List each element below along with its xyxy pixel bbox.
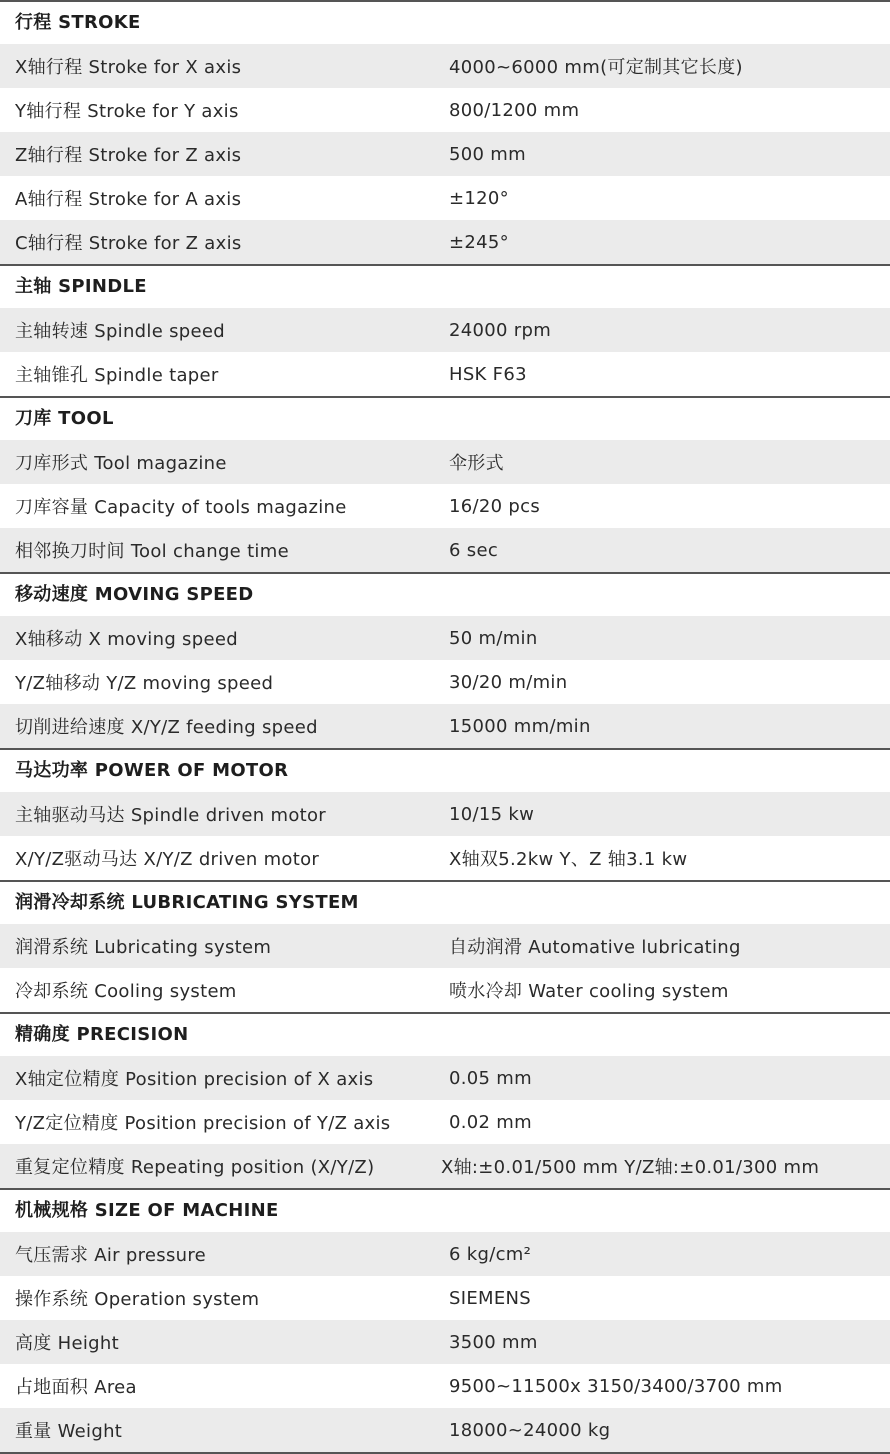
section-title: 润滑冷却系统 LUBRICATING SYSTEM — [0, 882, 890, 924]
table-row — [0, 440, 890, 484]
table-row — [0, 836, 890, 880]
spec-value: 18000~24000 kg — [449, 1419, 611, 1441]
table-row — [0, 660, 890, 704]
section-title: 行程 STROKE — [0, 2, 890, 44]
spec-label: 主轴驱动马达 Spindle driven motor — [15, 805, 327, 826]
table-row — [0, 924, 890, 968]
table-row — [0, 792, 890, 836]
spec-label: 相邻换刀时间 Tool change time — [15, 541, 289, 562]
section-title: 精确度 PRECISION — [0, 1014, 890, 1056]
table-row — [0, 1056, 890, 1100]
table-row — [0, 528, 890, 572]
spec-label: 主轴锥孔 Spindle taper — [15, 365, 219, 386]
section-stroke — [0, 2, 890, 266]
spec-label: X轴移动 X moving speed — [15, 629, 238, 650]
spec-value: X轴双5.2kw Y、Z 轴3.1 kw — [449, 849, 688, 870]
spec-label: C轴行程 Stroke for Z axis — [15, 233, 242, 254]
spec-label: 占地面积 Area — [15, 1377, 137, 1398]
table-row — [0, 352, 890, 396]
spec-value: 0.05 mm — [449, 1067, 532, 1089]
spec-label: 高度 Height — [15, 1333, 119, 1354]
spec-label: 冷却系统 Cooling system — [15, 981, 237, 1002]
spec-value: 3500 mm — [449, 1331, 538, 1353]
table-row — [0, 1408, 890, 1452]
section-title: 刀库 TOOL — [0, 398, 890, 440]
spec-value: SIEMENS — [449, 1287, 532, 1309]
spec-label: 主轴转速 Spindle speed — [15, 321, 225, 342]
spec-value: 24000 rpm — [449, 319, 552, 341]
table-row — [0, 1232, 890, 1276]
spec-value: 6 kg/cm² — [449, 1243, 532, 1265]
table-row — [0, 1320, 890, 1364]
spec-value: 16/20 pcs — [449, 495, 540, 517]
spec-label: 重复定位精度 Repeating position (X/Y/Z) — [15, 1157, 375, 1178]
table-row — [0, 1364, 890, 1408]
spec-value: 15000 mm/min — [449, 715, 591, 737]
table-row — [0, 616, 890, 660]
spec-label: X/Y/Z驱动马达 X/Y/Z driven motor — [15, 849, 320, 870]
section-precision — [0, 1014, 890, 1190]
spec-value: ±245° — [449, 231, 509, 253]
spec-label: Z轴行程 Stroke for Z axis — [15, 145, 242, 166]
spec-value: X轴:±0.01/500 mm Y/Z轴:±0.01/300 mm — [441, 1157, 820, 1178]
spec-label: A轴行程 Stroke for A axis — [15, 189, 242, 210]
table-row — [0, 704, 890, 748]
spec-value: 4000~6000 mm(可定制其它长度) — [449, 57, 743, 78]
table-row — [0, 132, 890, 176]
spec-value: 50 m/min — [449, 627, 538, 649]
table-row — [0, 484, 890, 528]
table-row — [0, 1276, 890, 1320]
spec-value: 喷水冷却 Water cooling system — [449, 981, 729, 1002]
spec-label: 气压需求 Air pressure — [15, 1245, 207, 1266]
section-moving-speed — [0, 574, 890, 750]
spec-value: 0.02 mm — [449, 1111, 532, 1133]
spec-value: ±120° — [449, 187, 509, 209]
spec-value: 9500~11500x 3150/3400/3700 mm — [449, 1375, 783, 1397]
spec-label: X轴定位精度 Position precision of X axis — [15, 1069, 374, 1090]
table-row — [0, 220, 890, 264]
table-row — [0, 44, 890, 88]
spec-label: Y轴行程 Stroke for Y axis — [15, 101, 239, 122]
section-power-of-motor — [0, 750, 890, 882]
spec-label: 重量 Weight — [15, 1421, 123, 1442]
table-row — [0, 176, 890, 220]
spec-label: 刀库容量 Capacity of tools magazine — [15, 497, 347, 518]
spec-value: 6 sec — [449, 539, 499, 561]
spec-value: HSK F63 — [449, 363, 527, 385]
spec-value: 伞形式 — [449, 453, 504, 474]
table-row — [0, 88, 890, 132]
spec-value: 800/1200 mm — [449, 99, 580, 121]
table-row — [0, 1100, 890, 1144]
spec-label: 操作系统 Operation system — [15, 1289, 260, 1310]
section-lubricating-system — [0, 882, 890, 1014]
spec-value: 30/20 m/min — [449, 671, 568, 693]
spec-label: Y/Z定位精度 Position precision of Y/Z axis — [15, 1113, 391, 1134]
section-spindle — [0, 266, 890, 398]
spec-value: 10/15 kw — [449, 803, 535, 825]
table-row — [0, 1144, 890, 1188]
section-title: 主轴 SPINDLE — [0, 266, 890, 308]
table-row — [0, 968, 890, 1012]
spec-label: 润滑系统 Lubricating system — [15, 937, 272, 958]
spec-value: 500 mm — [449, 143, 526, 165]
spec-value: 自动润滑 Automative lubricating — [449, 937, 741, 958]
table-row — [0, 308, 890, 352]
spec-label: Y/Z轴移动 Y/Z moving speed — [15, 673, 274, 694]
spec-label: 刀库形式 Tool magazine — [15, 453, 227, 474]
spec-label: X轴行程 Stroke for X axis — [15, 57, 242, 78]
section-tool — [0, 398, 890, 574]
section-title: 马达功率 POWER OF MOTOR — [0, 750, 890, 792]
spec-label: 切削进给速度 X/Y/Z feeding speed — [15, 717, 318, 738]
section-size-of-machine — [0, 1190, 890, 1454]
section-title: 机械规格 SIZE OF MACHINE — [0, 1190, 890, 1232]
section-title: 移动速度 MOVING SPEED — [0, 574, 890, 616]
